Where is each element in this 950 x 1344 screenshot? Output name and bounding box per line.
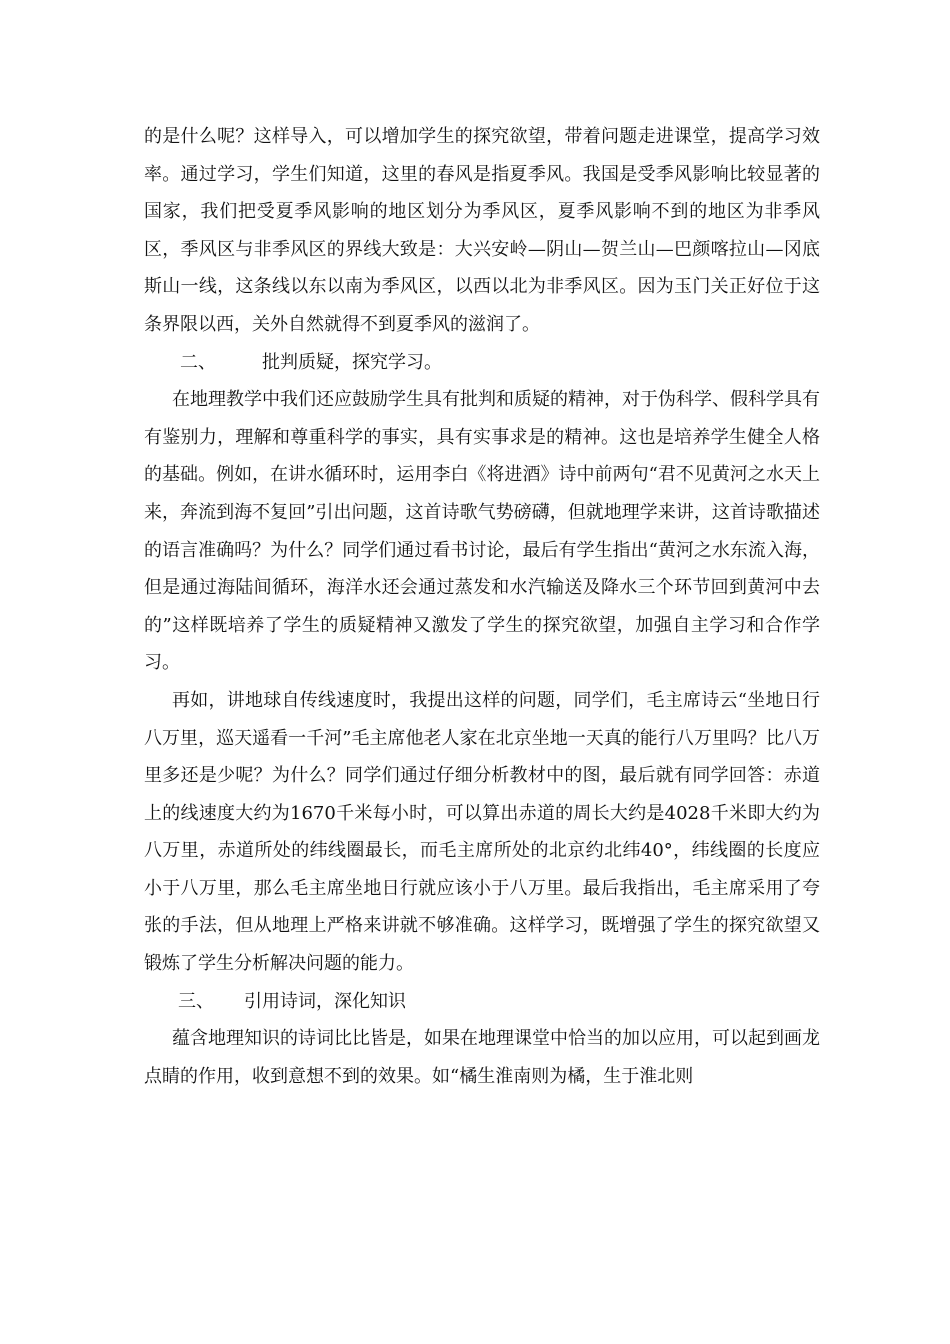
paragraph-3: 再如，讲地球自传线速度时，我提出这样的问题，同学们，毛主席诗云“坐地日行八万里，巡天遥看一千河”毛主席他老人家在北京坐地一天真的能行八万里吗？比八万里多还是少呢？为什么？同学们通过仔细分析教材中的图，最后就有同学回答：赤道上的线速度大约为1670千米每小时，可以算出赤道的周长大约是4028千米即大约为八万里，赤道所处的纬线圈最长，而毛主席所处的北京约北纬40°，纬线圈的长度应小于八万里，那么毛主席坐地日行就应该小于八万里。最后我指出，毛主席采用了夸张的手法，但从地理上严格来讲就不够准确。这样学习，既增强了学生的探究欲望又锻炼了学生分析解决问题的能力。	[144, 689, 820, 975]
section-number: 二、	[180, 351, 216, 373]
section-title: 批判质疑，探究学习。	[262, 351, 442, 373]
section-title: 引用诗词，深化知识	[244, 990, 406, 1012]
document-body	[144, 118, 820, 1095]
paragraph-1: 的是什么呢？这样导入，可以增加学生的探究欲望，带着问题走进课堂，提高学习效率。通过学习，学生们知道，这里的春风是指夏季风。我国是受季风影响比较显著的国家，我们把受夏季风影响的地区划分为季风区，夏季风影响不到的地区为非季风区，季风区与非季风区的界线大致是：大兴安岭—阴山—贺兰山—巴颜喀拉山—冈底斯山一线，这条线以东以南为季风区，以西以北为非季风区。因为玉门关正好位于这条界限以西，关外自然就得不到夏季风的滋润了。	[144, 126, 820, 335]
paragraph-4: 蕴含地理知识的诗词比比皆是，如果在地理课堂中恰当的加以应用，可以起到画龙点睛的作用，收到意想不到的效果。如“橘生淮南则为橘，生于淮北则	[144, 1028, 820, 1087]
section-number: 三、	[178, 990, 214, 1012]
paragraph-2: 在地理教学中我们还应鼓励学生具有批判和质疑的精神，对于伪科学、假科学具有有鉴别力，理解和尊重科学的事实，具有实事求是的精神。这也是培养学生健全人格的基础。例如，在讲水循环时，运用李白《将进酒》诗中前两句“君不见黄河之水天上来，奔流到海不复回”引出问题，这首诗歌气势磅礴，但就地理学来讲，这首诗歌描述的语言准确吗？为什么？同学们通过看书讨论，最后有学生指出“黄河之水东流入海，但是通过海陆间循环，海洋水还会通过蒸发和水汽输送及降水三个环节回到黄河中去的”这样既培养了学生的质疑精神又激发了学生的探究欲望，加强自主学习和合作学习。	[144, 389, 820, 674]
section-heading-3	[144, 983, 820, 1021]
section-heading-2	[144, 344, 820, 382]
